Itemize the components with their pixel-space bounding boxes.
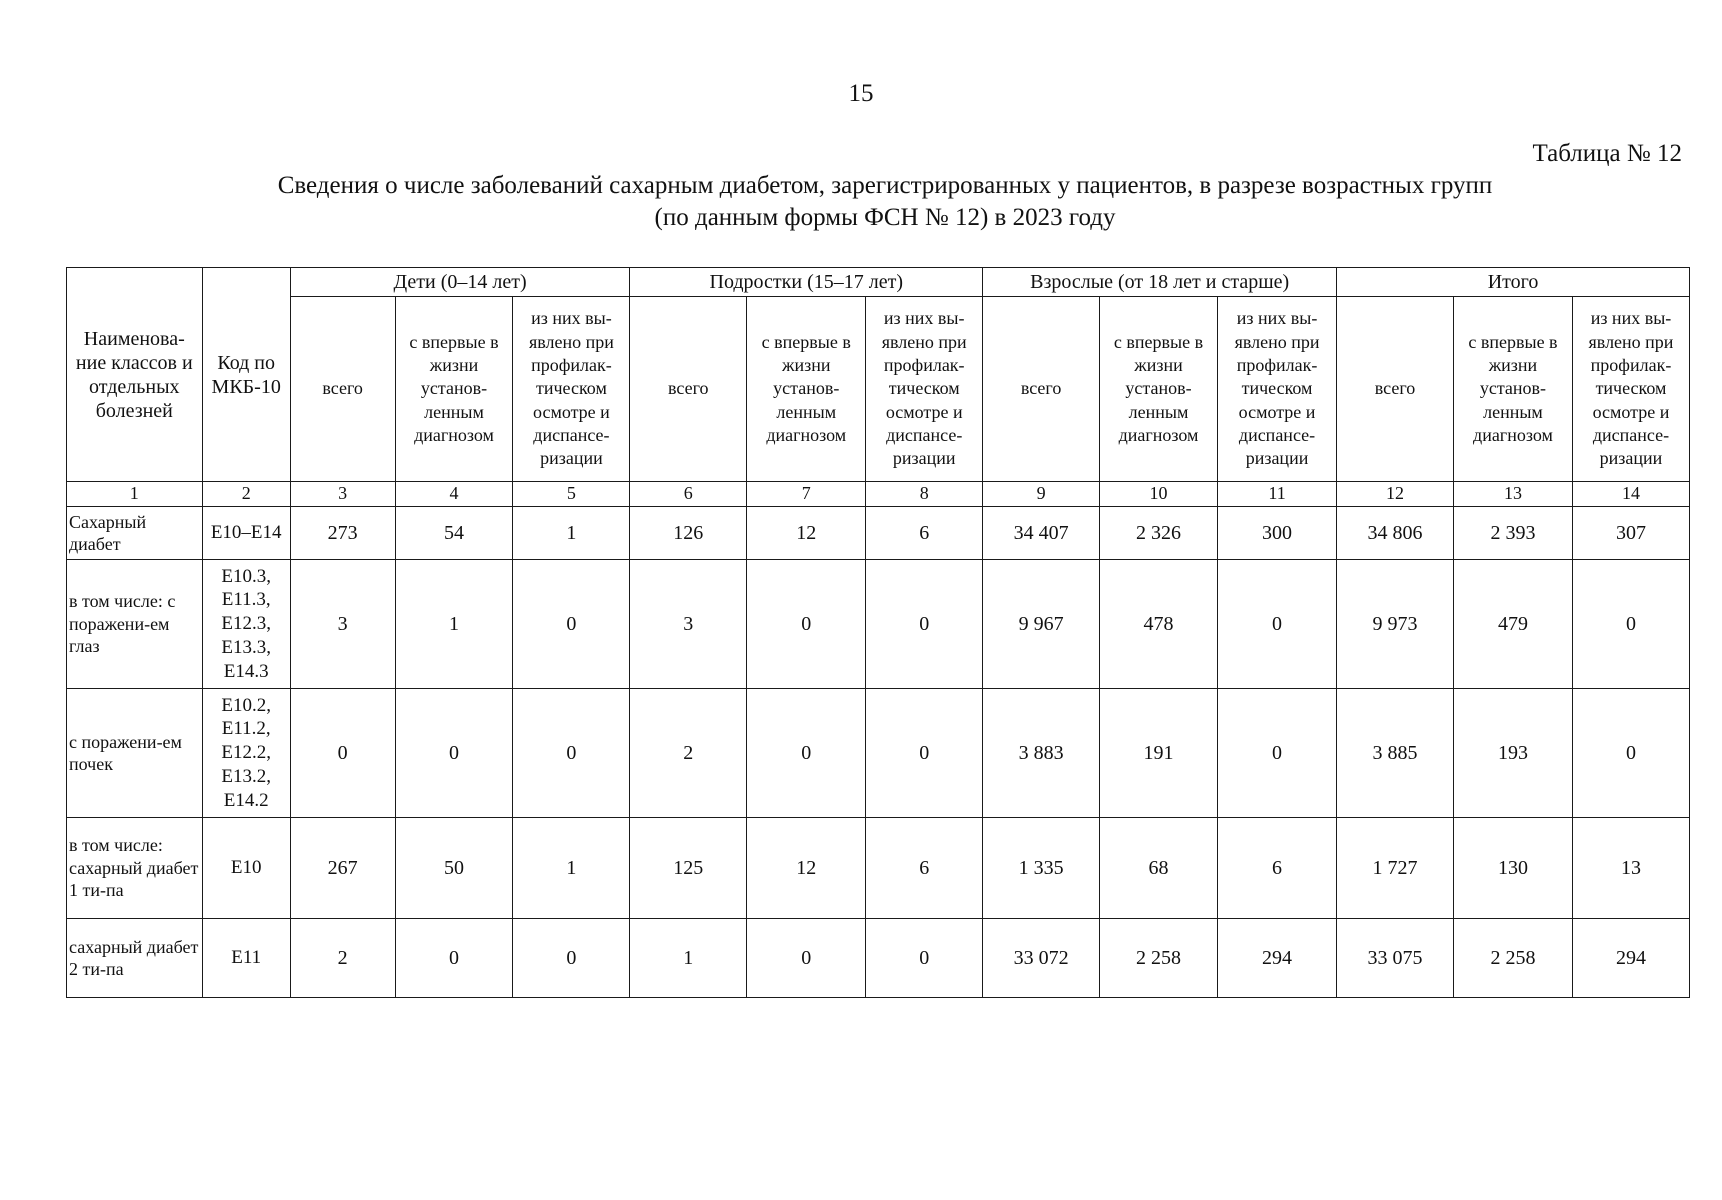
header-preventive: из них вы-явлено при профилак-тическом осмотре и диспансе-ризации <box>1573 297 1690 482</box>
column-number: 2 <box>202 482 290 507</box>
cell-value: 9 973 <box>1337 560 1454 689</box>
cell-value: 2 326 <box>1100 507 1218 560</box>
header-first-diagnosed: с впервые в жизни установ-ленным диагнозом <box>747 297 866 482</box>
cell-value: 0 <box>866 919 983 998</box>
header-name: Наименова-ние классов и отдельных болезней <box>67 268 203 482</box>
title-line-1: Сведения о числе заболеваний сахарным диабетом, зарегистрированных у пациентов, в разрезе возрастных групп <box>277 172 1493 199</box>
header-sub-row <box>67 297 1690 482</box>
cell-value: 12 <box>747 507 866 560</box>
cell-value: 68 <box>1100 818 1218 919</box>
header-group-teens: Подростки (15–17 лет) <box>630 268 983 297</box>
header-total: всего <box>983 297 1100 482</box>
cell-value: 50 <box>395 818 513 919</box>
table-row <box>67 919 1690 998</box>
cell-value: 2 393 <box>1453 507 1572 560</box>
cell-value: 33 072 <box>983 919 1100 998</box>
header-preventive: из них вы-явлено при профилак-тическом осмотре и диспансе-ризации <box>513 297 630 482</box>
row-code: E10.2, E11.2, E12.2, E13.2, E14.2 <box>202 689 290 818</box>
column-number-row <box>67 482 1690 507</box>
cell-value: 1 <box>395 560 513 689</box>
column-number: 10 <box>1100 482 1218 507</box>
cell-value: 294 <box>1573 919 1690 998</box>
cell-value: 6 <box>1217 818 1336 919</box>
cell-value: 0 <box>747 689 866 818</box>
cell-value: 125 <box>630 818 747 919</box>
cell-value: 2 258 <box>1100 919 1218 998</box>
column-number: 4 <box>395 482 513 507</box>
column-number: 8 <box>866 482 983 507</box>
column-number: 1 <box>67 482 203 507</box>
cell-value: 9 967 <box>983 560 1100 689</box>
table-row <box>67 818 1690 919</box>
column-number: 12 <box>1337 482 1454 507</box>
header-first-diagnosed: с впервые в жизни установ-ленным диагнозом <box>1100 297 1218 482</box>
cell-value: 1 <box>513 818 630 919</box>
cell-value: 0 <box>1217 689 1336 818</box>
column-number: 11 <box>1217 482 1336 507</box>
cell-value: 2 258 <box>1453 919 1572 998</box>
cell-value: 6 <box>866 507 983 560</box>
cell-value: 33 075 <box>1337 919 1454 998</box>
cell-value: 479 <box>1453 560 1572 689</box>
cell-value: 1 <box>630 919 747 998</box>
cell-value: 294 <box>1217 919 1336 998</box>
table-row <box>67 560 1690 689</box>
header-total: всего <box>630 297 747 482</box>
column-number: 14 <box>1573 482 1690 507</box>
row-code: E10–E14 <box>202 507 290 560</box>
header-preventive: из них вы-явлено при профилак-тическом осмотре и диспансе-ризации <box>866 297 983 482</box>
cell-value: 0 <box>747 560 866 689</box>
column-number: 7 <box>747 482 866 507</box>
column-number: 5 <box>513 482 630 507</box>
row-code: E10 <box>202 818 290 919</box>
row-name: в том числе: сахарный диабет 1 ти-па <box>67 818 203 919</box>
row-name: с поражени-ем почек <box>67 689 203 818</box>
cell-value: 0 <box>290 689 395 818</box>
cell-value: 267 <box>290 818 395 919</box>
header-group-total: Итого <box>1337 268 1690 297</box>
row-code: E10.3, E11.3, E12.3, E13.3, E14.3 <box>202 560 290 689</box>
row-name: Сахарный диабет <box>67 507 203 560</box>
header-group-row <box>67 268 1690 297</box>
row-name: в том числе: с поражени-ем глаз <box>67 560 203 689</box>
header-group-adults: Взрослые (от 18 лет и старше) <box>983 268 1337 297</box>
title-line-2: (по данным формы ФСН № 12) в 2023 году <box>654 204 1116 231</box>
row-name: сахарный диабет 2 ти-па <box>67 919 203 998</box>
cell-value: 0 <box>395 919 513 998</box>
cell-value: 3 885 <box>1337 689 1454 818</box>
cell-value: 34 806 <box>1337 507 1454 560</box>
table-row <box>67 689 1690 818</box>
header-code: Код по МКБ-10 <box>202 268 290 482</box>
cell-value: 1 <box>513 507 630 560</box>
cell-value: 3 883 <box>983 689 1100 818</box>
cell-value: 0 <box>1573 560 1690 689</box>
cell-value: 1 335 <box>983 818 1100 919</box>
column-number: 9 <box>983 482 1100 507</box>
cell-value: 0 <box>1217 560 1336 689</box>
cell-value: 0 <box>513 919 630 998</box>
cell-value: 13 <box>1573 818 1690 919</box>
header-preventive: из них вы-явлено при профилак-тическом осмотре и диспансе-ризации <box>1217 297 1336 482</box>
cell-value: 300 <box>1217 507 1336 560</box>
cell-value: 0 <box>1573 689 1690 818</box>
cell-value: 0 <box>395 689 513 818</box>
cell-value: 0 <box>513 560 630 689</box>
header-first-diagnosed: с впервые в жизни установ-ленным диагнозом <box>395 297 513 482</box>
cell-value: 307 <box>1573 507 1690 560</box>
cell-value: 130 <box>1453 818 1572 919</box>
cell-value: 6 <box>866 818 983 919</box>
header-first-diagnosed: с впервые в жизни установ-ленным диагнозом <box>1453 297 1572 482</box>
header-group-children: Дети (0–14 лет) <box>290 268 630 297</box>
cell-value: 3 <box>630 560 747 689</box>
column-number: 6 <box>630 482 747 507</box>
cell-value: 2 <box>290 919 395 998</box>
cell-value: 12 <box>747 818 866 919</box>
diabetes-statistics-table <box>66 267 1690 998</box>
cell-value: 34 407 <box>983 507 1100 560</box>
page-number: 15 <box>848 80 874 107</box>
row-code: E11 <box>202 919 290 998</box>
cell-value: 191 <box>1100 689 1218 818</box>
cell-value: 54 <box>395 507 513 560</box>
cell-value: 273 <box>290 507 395 560</box>
cell-value: 2 <box>630 689 747 818</box>
column-number: 13 <box>1453 482 1572 507</box>
table-row <box>67 507 1690 560</box>
cell-value: 0 <box>513 689 630 818</box>
table-number: Таблица № 12 <box>1532 140 1682 167</box>
column-number: 3 <box>290 482 395 507</box>
header-total: всего <box>1337 297 1454 482</box>
cell-value: 126 <box>630 507 747 560</box>
cell-value: 0 <box>866 560 983 689</box>
cell-value: 1 727 <box>1337 818 1454 919</box>
cell-value: 3 <box>290 560 395 689</box>
cell-value: 478 <box>1100 560 1218 689</box>
cell-value: 0 <box>747 919 866 998</box>
header-total: всего <box>290 297 395 482</box>
cell-value: 193 <box>1453 689 1572 818</box>
cell-value: 0 <box>866 689 983 818</box>
document-title <box>60 170 1710 234</box>
